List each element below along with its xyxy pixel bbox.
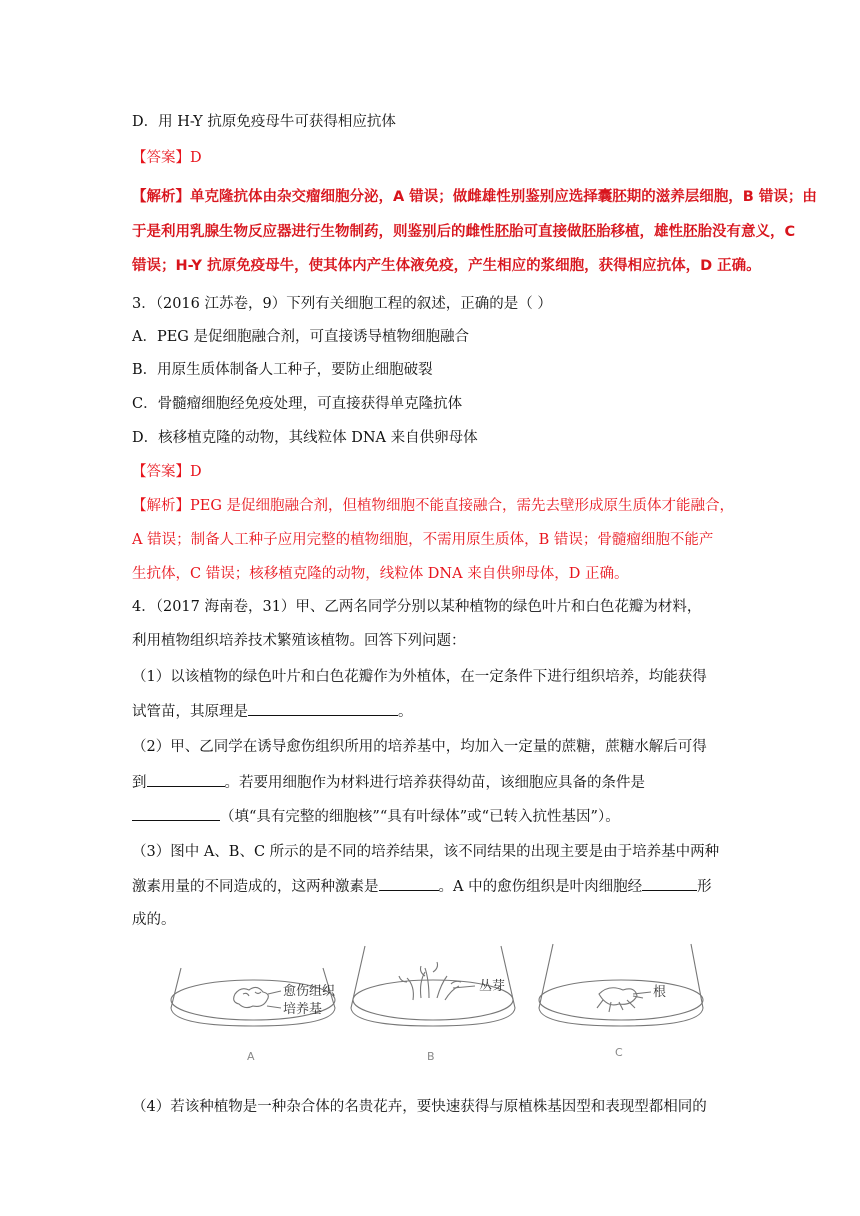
root-shape bbox=[599, 988, 637, 1005]
q4-part1-line-2 bbox=[132, 701, 413, 722]
q4-blank-1[interactable] bbox=[248, 701, 398, 716]
q3-analysis-line-3: 生抗体，C 错误；核移植克隆的动物，线粒体 DNA 来自供卵母体，D 正确。 bbox=[132, 566, 629, 582]
q3-analysis-line-1: 【解析】PEG 是促细胞融合剂，但植物细胞不能直接融合，需先去壁形成原生质体才能融合， bbox=[132, 498, 735, 514]
q4-blank-5[interactable] bbox=[642, 876, 697, 891]
caption-b: B bbox=[427, 1050, 435, 1063]
label-shoots: 丛芽 bbox=[479, 979, 506, 994]
q4-part2-line-1: （2）甲、乙同学在诱导愈伤组织所用的培养基中，均加入一定量的蔗糖，蔗糖水解后可得 bbox=[132, 739, 707, 755]
q4-part1-text: 试管苗，其原理是 bbox=[132, 704, 248, 720]
q3-option-b: B．用原生质体制备人工种子，要防止细胞破裂 bbox=[132, 362, 433, 378]
q4-part2-text-b: 。若要用细胞作为材料进行培养获得幼苗，该细胞应具备的条件是 bbox=[224, 775, 645, 791]
q4-part3-line-3: 成的。 bbox=[132, 912, 176, 928]
q4-part3-text-b: 。A 中的愈伤组织是叶肉细胞经 bbox=[438, 879, 643, 895]
caption-c: C bbox=[615, 1046, 623, 1059]
q4-part3-text-c: 形 bbox=[697, 879, 712, 895]
q3-option-c: C．骨髓瘤细胞经免疫处理，可直接获得单克隆抗体 bbox=[132, 396, 463, 412]
q2-analysis-line-2: 于是利用乳腺生物反应器进行生物制药，则鉴别后的雌性胚胎可直接做胚胎移植，雄性胚胎没有意义，C bbox=[132, 224, 796, 240]
q2-answer: 【答案】D bbox=[132, 150, 202, 166]
q4-part2-text-a: 到 bbox=[132, 775, 147, 791]
q2-analysis-line-1: 【解析】单克隆抗体由杂交瘤细胞分泌，A 错误；做雌雄性别鉴别应选择囊胚期的滋养层细胞，B 错误；由 bbox=[132, 189, 817, 205]
q4-part2-line-2 bbox=[132, 772, 645, 793]
q4-blank-3[interactable] bbox=[132, 806, 220, 821]
q4-part1-line-1: （1）以该植物的绿色叶片和白色花瓣作为外植体，在一定条件下进行组织培养，均能获得 bbox=[132, 669, 707, 685]
q2-option-d: D．用 H-Y 抗原免疫母牛可获得相应抗体 bbox=[132, 114, 396, 130]
culture-flask-figure bbox=[163, 938, 723, 1068]
q3-option-d: D．核移植克隆的动物，其线粒体 DNA 来自供卵母体 bbox=[132, 430, 478, 446]
q3-answer: 【答案】D bbox=[132, 464, 202, 480]
caption-a: A bbox=[247, 1050, 255, 1063]
q4-part2-line-3 bbox=[132, 806, 620, 827]
q4-part3-line-2 bbox=[132, 876, 712, 897]
q3-stem: 3．（2016 江苏卷，9）下列有关细胞工程的叙述，正确的是（ ） bbox=[132, 296, 552, 312]
q4-stem-line-1: 4．（2017 海南卷，31）甲、乙两名同学分别以某种植物的绿色叶片和白色花瓣为材料， bbox=[132, 599, 702, 615]
q3-option-a: A．PEG 是促细胞融合剂，可直接诱导植物细胞融合 bbox=[132, 329, 470, 345]
q3-analysis-line-2: A 错误；制备人工种子应用完整的植物细胞，不需用原生质体，B 错误；骨髓瘤细胞不能产 bbox=[132, 532, 714, 548]
q4-part3-text-a: 激素用量的不同造成的，这两种激素是 bbox=[132, 879, 379, 895]
q4-stem-line-2: 利用植物组织培养技术繁殖该植物。回答下列问题： bbox=[132, 633, 466, 649]
q2-analysis-line-3: 错误；H-Y 抗原免疫母牛，使其体内产生体液免疫，产生相应的浆细胞，获得相应抗体，D 正确。 bbox=[132, 258, 761, 274]
q4-blank-2[interactable] bbox=[147, 772, 225, 787]
q4-part4-line-1: （4）若该种植物是一种杂合体的名贵花卉，要快速获得与原植株基因型和表现型都相同的 bbox=[132, 1099, 707, 1115]
label-callus: 愈伤组织 bbox=[283, 984, 336, 999]
label-medium: 培养基 bbox=[283, 1002, 323, 1017]
q4-blank-4[interactable] bbox=[379, 876, 439, 891]
q4-part2-text-c: （填“具有完整的细胞核”“具有叶绿体”或“已转入抗性基因”）。 bbox=[220, 809, 620, 825]
callus-shape bbox=[234, 987, 269, 1007]
q4-part1-end: 。 bbox=[398, 704, 413, 720]
q4-part3-line-1: （3）图中 A、B、C 所示的是不同的培养结果，该不同结果的出现主要是由于培养基中两种 bbox=[132, 844, 720, 860]
flask-c bbox=[539, 944, 703, 1026]
label-root: 根 bbox=[653, 985, 667, 1000]
